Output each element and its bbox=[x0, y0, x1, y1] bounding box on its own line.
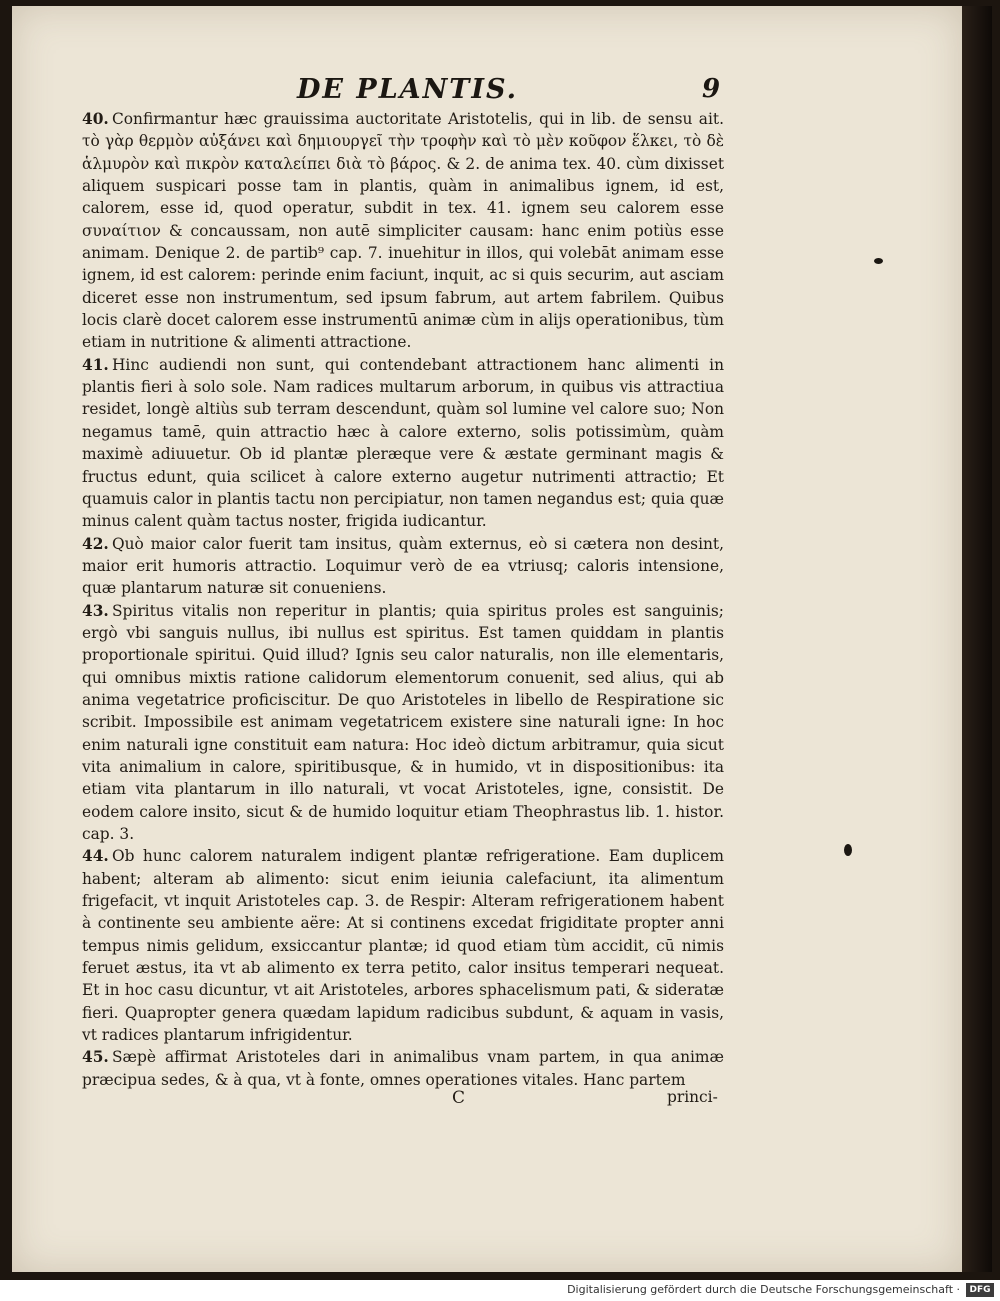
paragraph-41 bbox=[82, 354, 724, 533]
running-title: DE PLANTIS. bbox=[297, 74, 518, 105]
credit-bar bbox=[0, 1280, 1000, 1301]
signature-mark: C bbox=[452, 1088, 466, 1108]
ink-speck bbox=[874, 258, 883, 264]
paragraph-number: 43. bbox=[82, 601, 109, 620]
paragraph-text: Hinc audiendi non sunt, qui contendebant attractionem hanc alimenti in plantis fieri à solo sole. Nam radices multarum arborum, in quibus vis attractiua residet, longè altiùs sub terram descendunt, quàm sol lumine vel calore suo; Non negamus tamē, quin attractio hæc à calore externo, solis potissimùm, quàm maximè adiuuetur. Ob id plantæ pleræque vere & æstate germinant magis & fructus edunt, quia scilicet à calore externo augetur nutrimenti attractio; Et quamuis calor in plantis tactu non percipiatur, non tamen negandus est; quia quæ minus calent quàm tactus noster, frigida iudicantur. bbox=[82, 355, 724, 531]
page-edge-shadow bbox=[962, 6, 992, 1272]
paragraph-text: Ob hunc calorem naturalem indigent plantæ refrigeratione. Eam duplicem habent; alteram ab alimento: sicut enim ieiunia calefaciunt, ita alimentum frigefacit, vt inquit Aristoteles cap. 3. de Respir: Alteram refrigerationem habent à continente seu ambiente aëre: At si continens excedat frigiditate propter anni tempus nimis gelidum, exsiccantur plantæ; id quod etiam tùm accidit, cū nimis feruet æstus, ita vt ab alimento ex terra petito, calor insitus temperari nequeat. Et in hoc casu dicuntur, vt ait Aristoteles, arbores sphacelismum pati, & sideratæ fieri. Quapropter genera quædam lapidum radicibus subdunt, & aquam in vasis, vt radices plantarum infrigidentur. bbox=[82, 847, 724, 1045]
paragraph-number: 41. bbox=[82, 355, 109, 374]
paragraph-42 bbox=[82, 533, 724, 600]
paragraph-number: 42. bbox=[82, 534, 109, 553]
page-body bbox=[82, 108, 724, 1091]
ink-speck bbox=[844, 844, 852, 856]
dfg-logo-icon: DFG bbox=[966, 1283, 994, 1297]
catchword: princi- bbox=[667, 1088, 718, 1106]
paragraph-number: 44. bbox=[82, 847, 109, 866]
paragraph-number: 45. bbox=[82, 1048, 109, 1067]
page-number: 9 bbox=[702, 74, 721, 104]
paragraph-40 bbox=[82, 108, 724, 354]
book-page bbox=[12, 6, 962, 1272]
paragraph-44 bbox=[82, 845, 724, 1046]
paragraph-text: Quò maior calor fuerit tam insitus, quàm externus, eò si cætera non desint, maior erit humoris attractio. Loquimur verò de ea vtriusq; caloris intensione, quæ plantarum naturæ sit conueniens. bbox=[82, 534, 724, 598]
paragraph-43 bbox=[82, 600, 724, 846]
paragraph-45 bbox=[82, 1046, 724, 1091]
paragraph-text: Sæpè affirmat Aristoteles dari in animalibus vnam partem, in qua animæ præcipua sedes, & à qua, vt à fonte, omnes operationes vitales. Hanc partem bbox=[82, 1048, 724, 1089]
paragraph-text: Spiritus vitalis non reperitur in plantis; quia spiritus proles est sanguinis; ergò vbi sanguis nullus, ibi nullus est spiritus. Est tamen quiddam in plantis proportionale spiritui. Quid illud? Ignis seu calor naturalis, non ille elementaris, qui omnibus mixtis ratione calidorum elementorum conuenit, sed alius, qui ab anima vegetatrice proficiscitur. De quo Aristoteles in libello de Respiratione sic scribit. Impossibile est animam vegetatricem existere sine naturali igne: In hoc enim naturali igne constituit eam natura: Hoc ideò dictum arbitramur, quia sicut vita animalium in calore, spiritibusque, & in humido, vt in dispositionibus: ita etiam vita plantarum in illo naturali, vt vocat Aristoteles, igne, consistit. De eodem calore insito, sicut & de humido loquitur etiam Theophrastus lib. 1. histor. cap. 3. bbox=[82, 601, 724, 843]
credit-text: Digitalisierung gefördert durch die Deutsche Forschungsgemeinschaft · bbox=[567, 1283, 960, 1296]
paragraph-number: 40. bbox=[82, 110, 109, 128]
paragraph-text: Confirmantur hæc grauissima auctoritate Aristotelis, qui in lib. de sensu ait. τὸ γὰρ θερμὸν αὐξάνει καὶ δημιουργεῖ τὴν τροφὴν καὶ τὸ μὲν κοῦφον ἕλκει, τὸ δὲ ἁλμυρὸν καὶ πικρὸν καταλείπει διὰ τὸ βάρος. & 2. de anima tex. 40. cùm dixisset aliquem suspicari posse tam in plantis, quàm in animalibus ignem, id est, calorem, esse id, quod operatur, subdit in tex. 41. ignem seu calorem esse συναίτιον & concaussam, non autē simpliciter causam: hanc enim potiùs esse animam. Denique 2. de partib⁹ cap. 7. inuehitur in illos, qui volebāt animam esse ignem, id est calorem: perinde enim faciunt, inquit, ac si quis securim, aut asciam diceret esse non instrumentum, sed ipsum fabrum, aut artem fabrilem. Quibus locis clarè docet calorem esse instrumentū animæ cùm in alijs operationibus, tùm etiam in nutritione & alimenti attractione. bbox=[82, 110, 724, 352]
